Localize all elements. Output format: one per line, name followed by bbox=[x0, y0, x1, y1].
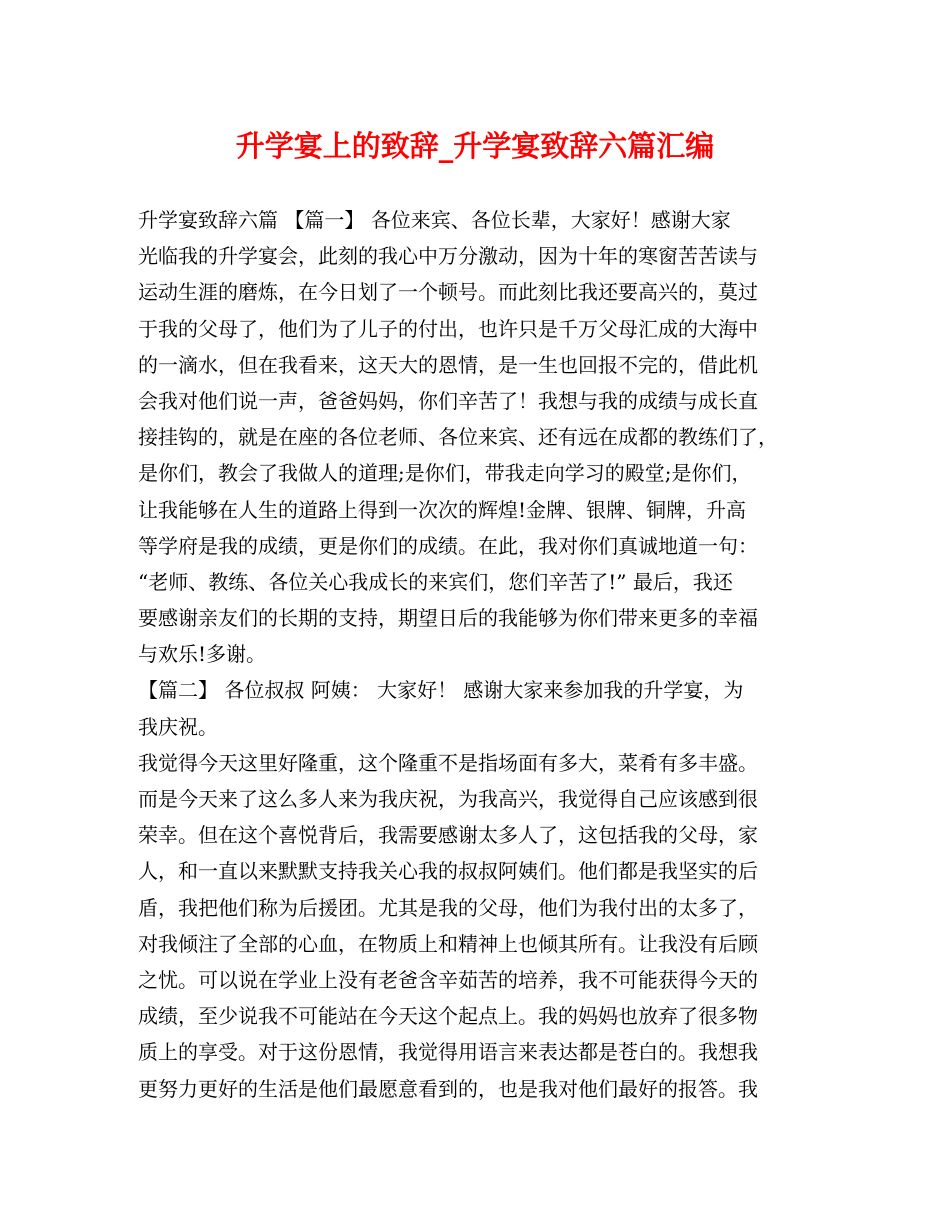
body-line: 与欢乐!多谢。 bbox=[138, 642, 267, 667]
body-line: 升学宴致辞六篇 【篇一】 各位来宾、各位长辈，大家好！感谢大家 bbox=[138, 208, 731, 232]
body-line: 我庆祝。 bbox=[138, 714, 218, 739]
body-line: 荣幸。但在这个喜悦背后，我需要感谢太多人了，这包括我的父母，家 bbox=[138, 823, 758, 848]
body-line: 要感谢亲友们的长期的支持，期望日后的我能够为你们带来更多的幸福 bbox=[138, 606, 758, 631]
body-line: 让我能够在人生的道路上得到一次次的辉煌!金牌、银牌、铜牌，升高 bbox=[138, 497, 747, 522]
body-line: 对我倾注了全部的心血，在物质上和精神上也倾其所有。让我没有后顾 bbox=[138, 931, 758, 956]
body-line: 质上的享受。对于这份恩情，我觉得用语言来表达都是苍白的。我想我 bbox=[138, 1040, 758, 1065]
body-line: 接挂钩的，就是在座的各位老师、各位来宾、还有远在成都的教练们了， bbox=[138, 425, 778, 450]
body-line: 是你们，教会了我做人的道理;是你们，带我走向学习的殿堂;是你们， bbox=[138, 461, 752, 486]
body-line: 运动生涯的磨炼，在今日划了一个顿号。而此刻比我还要高兴的，莫过 bbox=[138, 280, 758, 305]
body-line: 我觉得今天这里好隆重，这个隆重不是指场面有多大，菜肴有多丰盛。 bbox=[138, 750, 758, 775]
body-line: 人，和一直以来默默支持我关心我的叔叔阿姨们。他们都是我坚实的后 bbox=[138, 859, 758, 884]
body-line: “老师、教练、各位关心我成长的来宾们，您们辛苦了!” 最后，我还 bbox=[138, 569, 733, 594]
body-line: 成绩，至少说我不可能站在今天这个起点上。我的妈妈也放弃了很多物 bbox=[138, 1004, 758, 1029]
body-line: 于我的父母了，他们为了儿子的付出，也许只是千万父母汇成的大海中 bbox=[138, 316, 758, 341]
section-heading-line: 【篇二】 各位叔叔 阿姨： 大家好！ 感谢大家来参加我的升学宴，为 bbox=[138, 678, 744, 703]
body-line: 盾，我把他们称为后援团。尤其是我的父母，他们为我付出的太多了， bbox=[138, 895, 758, 920]
body-line: 而是今天来了这么多人来为我庆祝，为我高兴，我觉得自己应该感到很 bbox=[138, 787, 758, 811]
document-title: 升学宴上的致辞_升学宴致辞六篇汇编 bbox=[235, 129, 715, 163]
body-line: 之忧。可以说在学业上没有老爸含辛茹苦的培养，我不可能获得今天的 bbox=[138, 967, 758, 992]
body-line: 等学府是我的成绩，更是你们的成绩。在此，我对你们真诚地道一句： bbox=[138, 533, 758, 558]
document-body bbox=[138, 202, 828, 1107]
body-line: 的一滴水，但在我看来，这天大的恩情，是一生也回报不完的，借此机 bbox=[138, 352, 758, 377]
body-line: 光临我的升学宴会，此刻的我心中万分激动，因为十年的寒窗苦苦读与 bbox=[138, 244, 758, 269]
body-line: 更努力更好的生活是他们最愿意看到的，也是我对他们最好的报答。我 bbox=[138, 1076, 758, 1101]
body-line: 会我对他们说一声，爸爸妈妈，你们辛苦了！我想与我的成绩与成长直 bbox=[138, 388, 758, 413]
